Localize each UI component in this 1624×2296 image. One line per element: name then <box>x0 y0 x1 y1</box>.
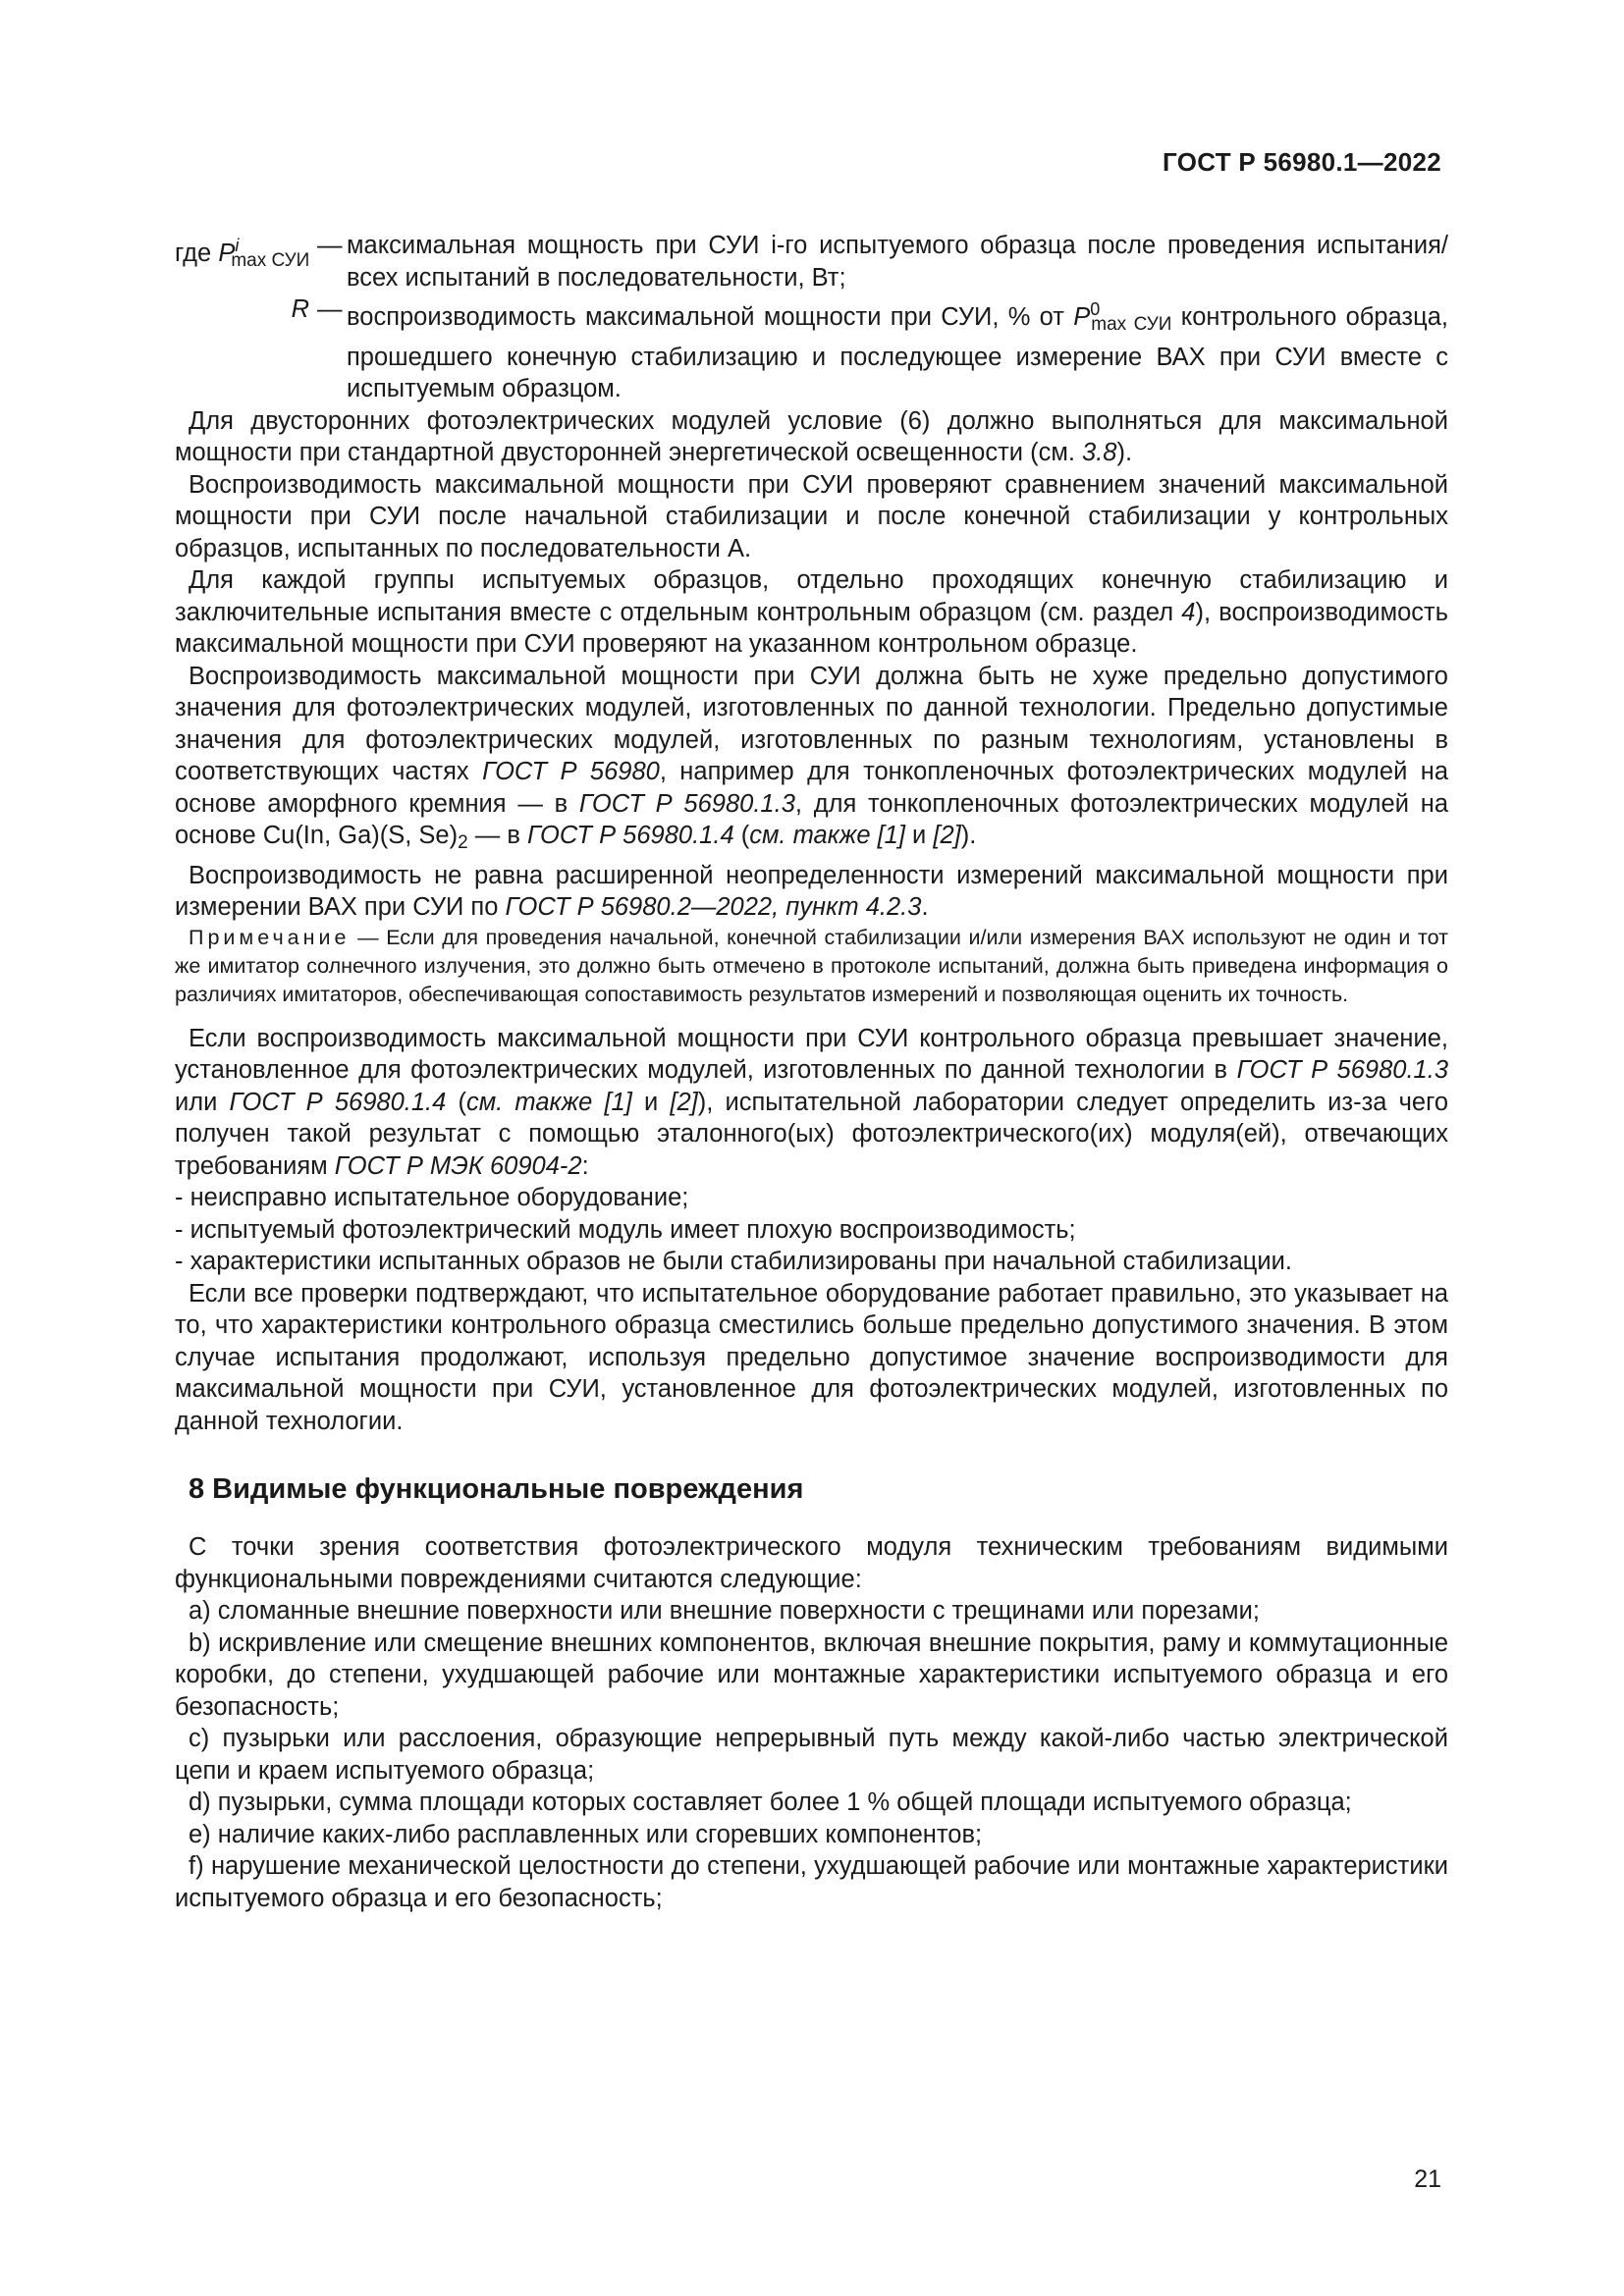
list-item: b) искривление или смещение внешних компонентов, включая внешние покрытия, раму и коммутационные коробки, до степени, ухудшающей рабочие или монтажные характеристики испытуемого образца и его безопасность; <box>175 1629 1448 1721</box>
note-label: Примечание <box>189 925 351 949</box>
note <box>175 924 1448 1009</box>
cause-list <box>175 1182 1448 1278</box>
explanation-intro: где <box>175 240 212 267</box>
standard-designation: ГОСТ Р 56980.1—2022 <box>1163 147 1441 177</box>
list-item: - неисправно испытательное оборудование; <box>175 1184 689 1211</box>
list-item: a) сломанные внешние поверхности или внешние поверхности с трещинами или порезами; <box>189 1597 1260 1625</box>
section-intro: С точки зрения соответствия фотоэлектрического модуля техническим требованиям видимыми функциональными повреждениями считаются следующие: <box>175 1533 1448 1593</box>
note-text: — Если для проведения начальной, конечной стабилизации и/или измерения ВАХ используют не один и тот же имитатор солнечного излучения, это должно быть отмечено в протоколе испытаний, должна быть приведена информация о различиях имитаторов, обеспечивающая сопоставимость результатов измерений и позволяющая оценить их точность. <box>175 925 1448 1006</box>
paragraph-bifacial: Для двусторонних фотоэлектрических модулей условие (6) должно выполняться для максимальной мощности при стандартной двусторонней энергетической освещенности (см. 3.8). <box>175 406 1448 466</box>
paragraph-uncertainty: Воспроизводимость не равна расширенной неопределенности измерений максимальной мощности при измерении ВАХ при СУИ по ГОСТ Р 56980.2—2022, пункт 4.2.3. <box>175 861 1448 921</box>
explanation-dash: — <box>317 232 343 259</box>
paragraph-verification: Воспроизводимость максимальной мощности при СУИ проверяют сравнением значений максимальной мощности при СУИ после начальной стабилизации и после конечной стабилизации у контрольных образцов, испытанных по последовательности А. <box>175 470 1448 562</box>
paragraph-exceeds: Если воспроизводимость максимальной мощности при СУИ контрольного образца превышает значение, установленное для фотоэлектрических модулей, изготовленных по данной технологии в ГОСТ Р 56980.1.3 или ГОСТ Р 56980.1.4 (см. также [1] и [2]), испытательной лаборатории следует определить из-за чего получен такой результат с помощью эталонного(ых) фотоэлектрического(их) модуля(ей), отвечающих требованиям ГОСТ Р МЭК 60904-2: <box>175 1024 1449 1180</box>
explanation-term: R <box>291 295 309 323</box>
symbol-explanation <box>175 230 1448 405</box>
paragraph-groups: Для каждой группы испытуемых образцов, отдельно проходящих конечную стабилизацию и заключительные испытания вместе с отдельным контрольным образцом (см. раздел 4), воспроизводимость максимальной мощности при СУИ проверяют на указанном контрольном образце. <box>175 566 1448 658</box>
symbol-p-max-i: $P^i_{max СУИ}$ <box>218 236 310 271</box>
list-item: c) пузырьки или расслоения, образующие непрерывный путь между какой-либо частью электрической цепи и краем испытуемого образца; <box>175 1725 1448 1785</box>
explanation-term <box>175 230 317 278</box>
explanation-row-pmax <box>175 230 1448 294</box>
list-item: d) пузырьки, сумма площади которых составляет более 1 % общей площади испытуемого образца; <box>189 1789 1352 1816</box>
page-number: 21 <box>1414 2165 1441 2193</box>
list-item: - характеристики испытанных образов не были стабилизированы при начальной стабилизации. <box>175 1248 1292 1275</box>
paragraph-conclusion: Если все проверки подтверждают, что испытательное оборудование работает правильно, это указывает на то, что характеристики контрольного образца сместились больше предельно допустимого значения. В этом случае испытания продолжают, используя предельно допустимое значение воспроизводимости для максимальной мощности при СУИ, установленное для фотоэлектрических модулей, изготовленных по данной технологии. <box>175 1279 1448 1435</box>
list-item: f) нарушение механической целостности до степени, ухудшающей рабочие или монтажные характеристики испытуемого образца и его безопасность; <box>175 1852 1448 1912</box>
explanation-row-r <box>175 294 1448 405</box>
explanation-dash: — <box>317 295 343 323</box>
section-heading: 8 Видимые функциональные повреждения <box>189 1473 804 1505</box>
list-item: - испытуемый фотоэлектрический модуль имеет плохую воспроизводимость; <box>175 1215 1076 1244</box>
paragraph-limits: Воспроизводимость максимальной мощности при СУИ должна быть не хуже предельно допустимого значения для фотоэлектрических модулей, изготовленных по данной технологии. Предельно допустимые значения для фотоэлектрических модулей, изготовленных по разным технологиям, установлены в соответствующих частях ГОСТ Р 56980, например для тонкопленочных фотоэлектрических модулей на основе аморфного кремния — в ГОСТ Р 56980.1.3, для тонкопленочных фотоэлектрических модулей на основе Cu(In, Ga)(S, $Se)_2$ — в ГОСТ Р 56980.1.4 (см. также [1] и [2]). <box>175 662 1449 853</box>
explanation-definition: воспроизводимость максимальной мощности при СУИ, % от $P^0_{max СУИ}$ контрольного образца, прошедшего конечную стабилизацию и последующее измерение ВАХ при СУИ вместе с испытуемым образцом. <box>347 299 1448 402</box>
list-item: e) наличие каких-либо расплавленных или сгоревших компонентов; <box>189 1820 983 1848</box>
explanation-definition: максимальная мощность при СУИ i-го испытуемого образца после проведения испытания/всех испытаний в последовательности, Вт; <box>347 232 1448 292</box>
page-body <box>175 230 1448 1914</box>
